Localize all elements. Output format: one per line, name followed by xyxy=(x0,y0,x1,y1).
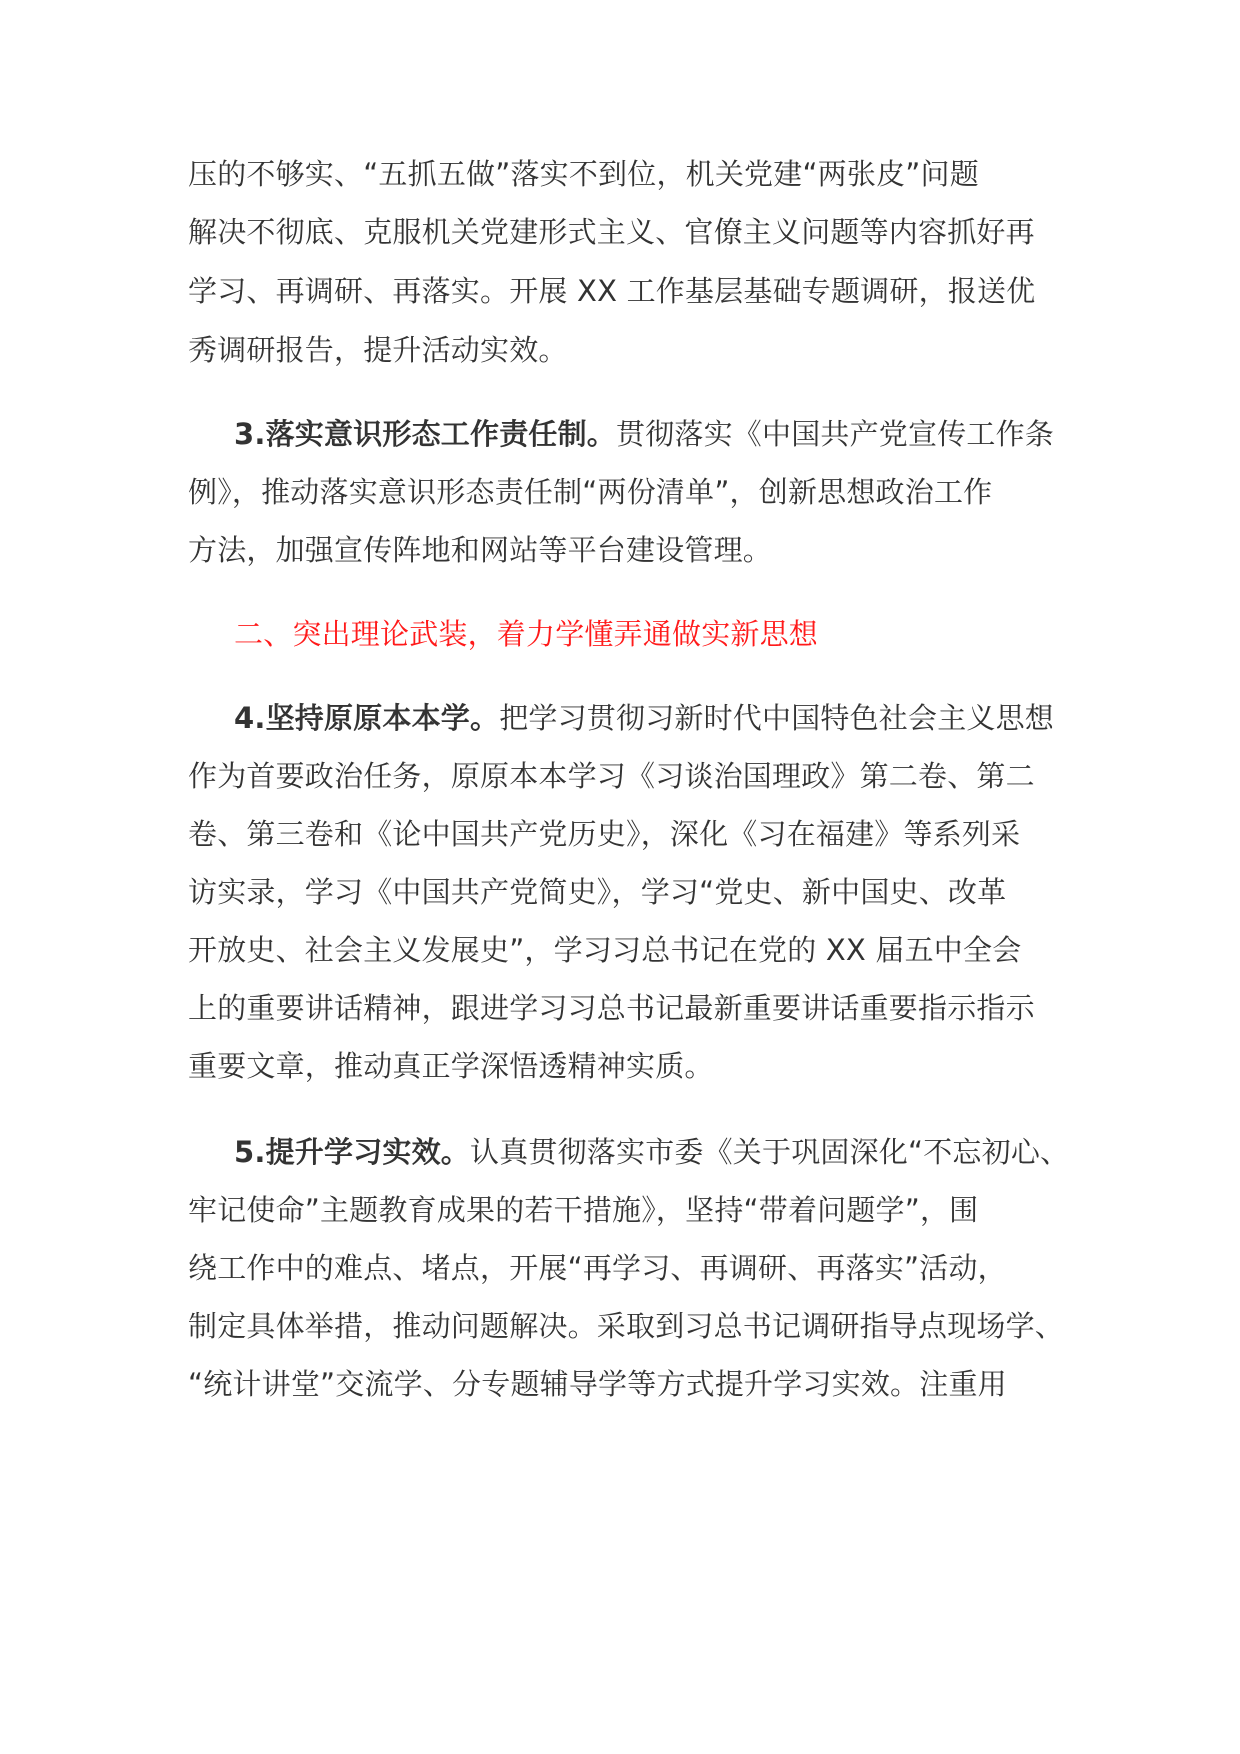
item-5-first-line xyxy=(234,1128,1069,1176)
item-5-title: 5.提升学习实效。 xyxy=(234,1135,470,1169)
item-4-text: 把学习贯彻习新时代中国特色社会主义思想 xyxy=(499,701,1055,735)
item-3-first-line xyxy=(234,410,1054,458)
item-3-line: 例》，推动落实意识形态责任制“两份清单”，创新思想政治工作 xyxy=(188,475,993,509)
item-5-line: 牢记使命”主题教育成果的若干措施》，坚持“带着问题学”，围 xyxy=(188,1193,979,1227)
item-3-title: 3.落实意识形态工作责任制。 xyxy=(234,417,616,451)
item-5-text: 认真贯彻落实市委《关于巩固深化“不忘初心、 xyxy=(470,1135,1070,1169)
item-4-title: 4.坚持原原本本学。 xyxy=(234,701,500,735)
item-4-line: 上的重要讲话精神，跟进学习习总书记最新重要讲话重要指示指示 xyxy=(188,991,1035,1025)
item-5-line: 制定具体举措，推动问题解决。采取到习总书记调研指导点现场学、 xyxy=(188,1309,1065,1343)
item-4-line: 开放史、社会主义发展史”，学习习总书记在党的 XX 届五中全会 xyxy=(188,933,1022,967)
item-3-text: 贯彻落实《中国共产党宣传工作条 xyxy=(616,417,1055,451)
item-4-line: 作为首要政治任务，原原本本学习《习谈治国理政》第二卷、第二 xyxy=(188,759,1035,793)
item-4-first-line xyxy=(234,694,1054,742)
paragraph-line: 秀调研报告，提升活动实效。 xyxy=(188,333,568,367)
section-heading: 二、突出理论武装，着力学懂弄通做实新思想 xyxy=(234,617,819,651)
paragraph-line: 压的不够实、“五抓五做”落实不到位，机关党建“两张皮”问题 xyxy=(188,157,979,191)
paragraph-line: 学习、再调研、再落实。开展 XX 工作基层基础专题调研，报送优 xyxy=(188,274,1036,308)
item-5-line: “统计讲堂”交流学、分专题辅导学等方式提升学习实效。注重用 xyxy=(188,1367,1007,1401)
item-3-line: 方法，加强宣传阵地和网站等平台建设管理。 xyxy=(188,533,773,567)
item-4-line: 访实录，学习《中国共产党简史》，学习“党史、新中国史、改革 xyxy=(188,875,1007,909)
item-4-line: 重要文章，推动真正学深悟透精神实质。 xyxy=(188,1049,714,1083)
item-5-line: 绕工作中的难点、堵点，开展“再学习、再调研、再落实”活动， xyxy=(188,1251,1007,1285)
paragraph-line: 解决不彻底、克服机关党建形式主义、官僚主义问题等内容抓好再 xyxy=(188,215,1035,249)
item-4-line: 卷、第三卷和《论中国共产党历史》，深化《习在福建》等系列采 xyxy=(188,817,1021,851)
